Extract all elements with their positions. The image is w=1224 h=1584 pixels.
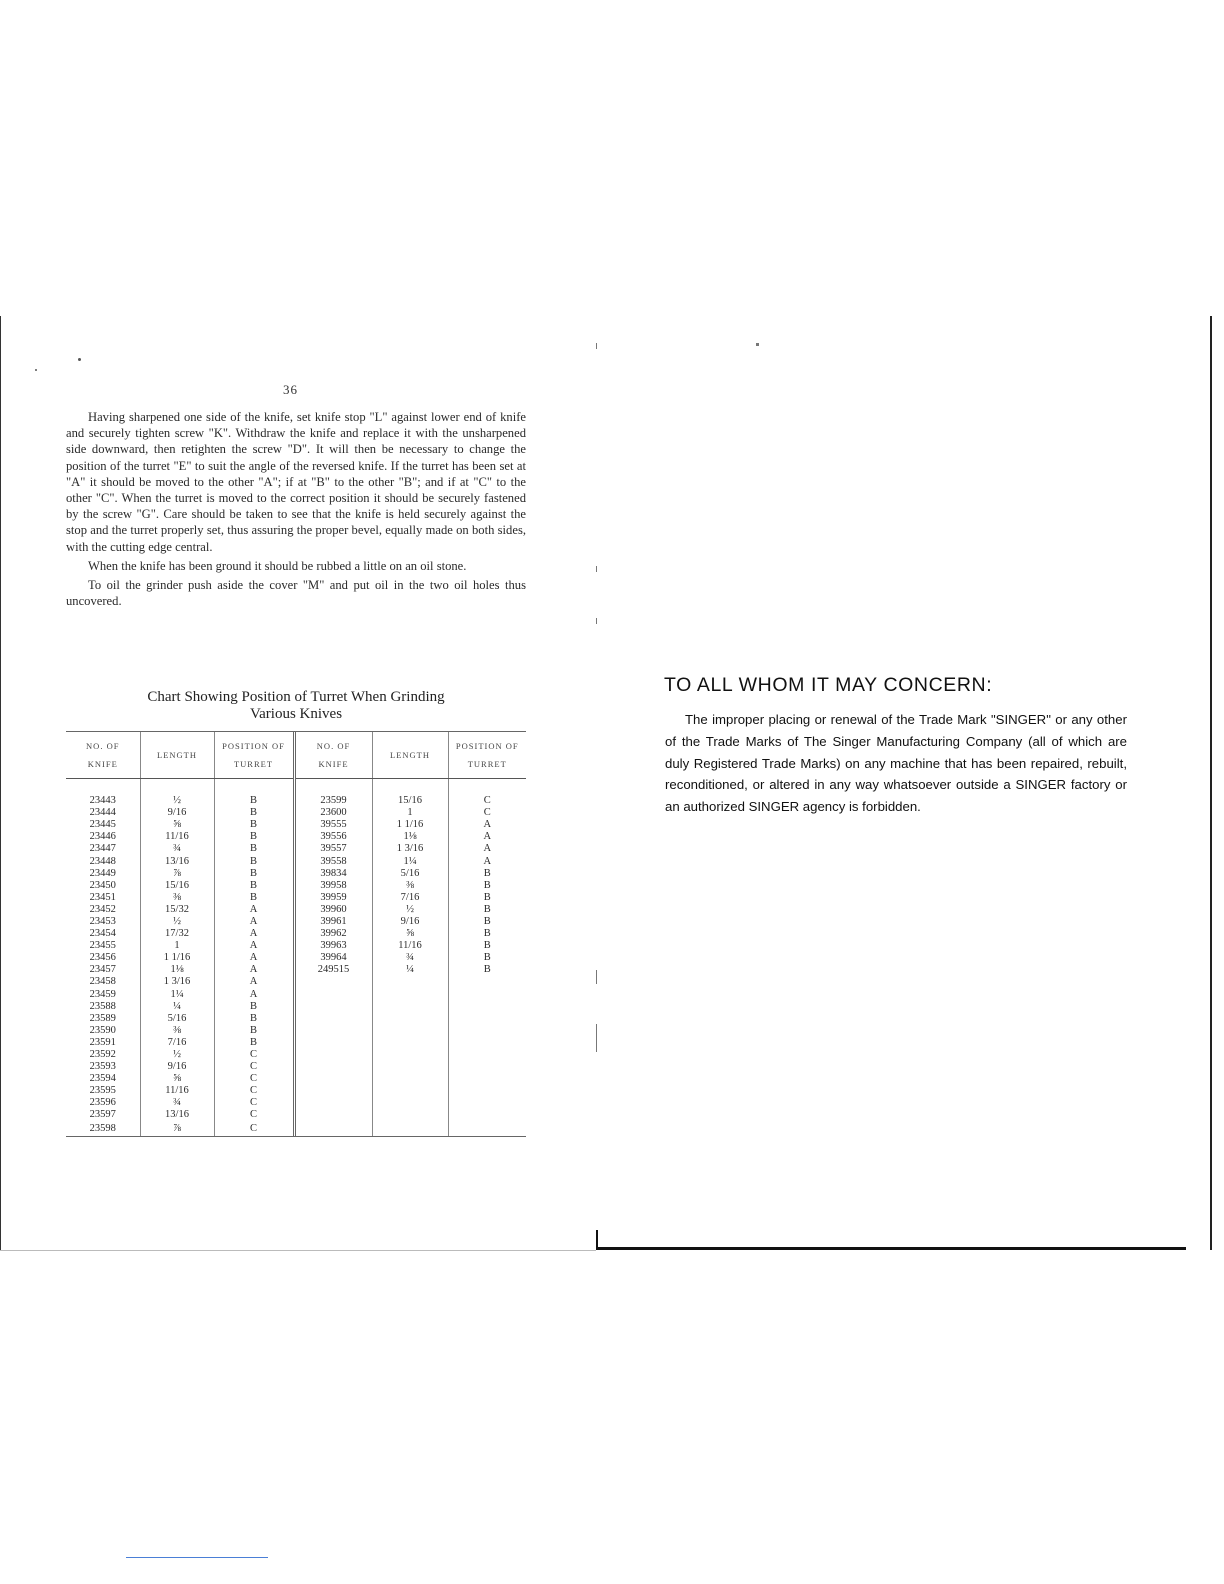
table-row xyxy=(66,964,526,976)
turret-position-cell: C xyxy=(214,1097,294,1109)
turret-position-cell: A xyxy=(214,976,294,988)
knife-number-cell: 23596 xyxy=(89,1097,116,1109)
length-cell: 1 3/16 xyxy=(372,843,448,855)
table-row xyxy=(66,916,526,928)
table-row xyxy=(66,819,526,831)
knife-number-cell: 23599 xyxy=(294,795,372,807)
table-row xyxy=(66,1097,526,1109)
length-cell xyxy=(372,1013,448,1025)
turret-position-cell: A xyxy=(214,964,294,976)
knife-number-cell: 23456 xyxy=(89,952,116,964)
length-cell xyxy=(372,1061,448,1073)
length-cell: 1¼ xyxy=(372,855,448,867)
knife-number-cell xyxy=(294,989,372,1001)
table-row xyxy=(66,807,526,819)
length-cell: ½ xyxy=(140,916,214,928)
turret-position-cell: A xyxy=(448,831,526,843)
knife-number-cell: 39557 xyxy=(294,843,372,855)
turret-position-cell: C xyxy=(448,795,526,807)
turret-position-cell xyxy=(448,1037,526,1049)
table-row xyxy=(66,1001,526,1013)
length-cell: 1 1/16 xyxy=(372,819,448,831)
length-cell: 13/16 xyxy=(140,1109,214,1121)
turret-position-cell: A xyxy=(214,952,294,964)
knife-number-cell: 39963 xyxy=(294,940,372,952)
table-row xyxy=(66,843,526,855)
header-position-of-turret: POSITION OF TURRET xyxy=(214,732,294,779)
knife-number-cell: 23597 xyxy=(89,1109,116,1121)
table-row xyxy=(66,1013,526,1025)
scan-tick xyxy=(756,343,759,346)
knife-number-cell xyxy=(294,1037,372,1049)
knife-number-cell: 39558 xyxy=(294,855,372,867)
length-cell: 1 1/16 xyxy=(140,952,214,964)
knife-number-cell: 23450 xyxy=(89,879,116,891)
knife-number-cell xyxy=(294,976,372,988)
scan-tick xyxy=(596,1024,597,1052)
length-cell: ⅞ xyxy=(140,1122,214,1136)
table-row xyxy=(66,892,526,904)
table-cell xyxy=(214,779,294,796)
header-position-of-turret: POSITION OF TURRET xyxy=(448,732,526,779)
page-bottom-edge-right xyxy=(596,1247,1186,1250)
length-cell: ⅜ xyxy=(372,880,448,892)
turret-position-cell xyxy=(448,1109,526,1121)
turret-position-cell: B xyxy=(448,880,526,892)
length-cell: 9/16 xyxy=(372,916,448,928)
knife-number-cell: 23451 xyxy=(89,891,116,903)
turret-position-cell xyxy=(448,1073,526,1085)
scan-tick xyxy=(596,566,597,572)
turret-position-cell xyxy=(448,976,526,988)
page-number: 36 xyxy=(283,382,298,397)
table-cell xyxy=(448,779,526,796)
length-cell: 11/16 xyxy=(140,831,214,843)
length-cell: 11/16 xyxy=(140,1085,214,1097)
turret-position-cell: B xyxy=(214,1013,294,1025)
table-row xyxy=(66,868,526,880)
length-cell xyxy=(372,1122,448,1136)
table-cell xyxy=(372,779,448,796)
turret-position-table xyxy=(66,731,526,1137)
length-cell xyxy=(372,1109,448,1121)
knife-number-cell: 23443 xyxy=(89,795,116,807)
length-cell xyxy=(372,1037,448,1049)
length-cell: ⅜ xyxy=(140,892,214,904)
turret-position-cell: C xyxy=(214,1085,294,1097)
length-cell: 9/16 xyxy=(140,807,214,819)
scan-edge-left xyxy=(0,316,1,1250)
turret-position-cell: B xyxy=(214,819,294,831)
knife-number-cell xyxy=(294,1085,372,1097)
scan-tick xyxy=(596,343,597,349)
turret-position-cell: C xyxy=(214,1049,294,1061)
length-cell: 13/16 xyxy=(140,855,214,867)
turret-position-cell: B xyxy=(448,964,526,976)
turret-position-cell: B xyxy=(214,795,294,807)
table-row xyxy=(66,1037,526,1049)
turret-position-cell: B xyxy=(214,843,294,855)
table-cell xyxy=(294,779,372,796)
knife-number-cell: 23447 xyxy=(89,843,116,855)
knife-number-cell: 23445 xyxy=(89,819,116,831)
length-cell: 1⅛ xyxy=(140,964,214,976)
turret-position-cell: C xyxy=(214,1109,294,1121)
turret-position-cell: B xyxy=(448,892,526,904)
turret-position-cell: A xyxy=(448,843,526,855)
turret-position-cell xyxy=(448,989,526,1001)
turret-position-cell: A xyxy=(214,989,294,1001)
turret-position-cell: B xyxy=(448,952,526,964)
knife-number-cell: 23453 xyxy=(89,915,116,927)
knife-number-cell: 39961 xyxy=(294,916,372,928)
table-row xyxy=(66,1109,526,1121)
knife-number-cell xyxy=(294,1122,372,1136)
length-cell: 15/16 xyxy=(372,795,448,807)
turret-position-cell: B xyxy=(214,1025,294,1037)
scan-edge-right xyxy=(1210,316,1212,1250)
knife-number-cell: 23448 xyxy=(89,855,116,867)
turret-position-cell: B xyxy=(448,916,526,928)
knife-number-cell: 23449 xyxy=(89,867,116,879)
table-row xyxy=(66,831,526,843)
turret-position-cell: A xyxy=(214,904,294,916)
length-cell: 15/16 xyxy=(140,880,214,892)
notice-paragraph: The improper placing or renewal of the Trade Mark "SINGER" or any other of the Trade Marks of The Singer Manufacturing Company (all of which are duly Registered Trade Marks) on any machine that has been repaired, rebuilt, reconditioned, or altered in any way whatsoever outside a SINGER factory or an authorized SINGER agency is forbidden. xyxy=(665,712,1127,815)
chart-title xyxy=(66,689,526,723)
knife-number-cell: 39962 xyxy=(294,928,372,940)
knife-number-cell: 23446 xyxy=(89,831,116,843)
knife-number-cell: 39555 xyxy=(294,819,372,831)
turret-position-cell: C xyxy=(214,1122,294,1136)
notice-body xyxy=(665,709,1127,818)
knife-number-cell: 23452 xyxy=(89,903,116,915)
length-cell xyxy=(372,1025,448,1037)
table-cell xyxy=(66,779,140,796)
turret-position-cell: A xyxy=(448,819,526,831)
length-cell: ¼ xyxy=(372,964,448,976)
length-cell: 1 xyxy=(372,807,448,819)
length-cell: 17/32 xyxy=(140,928,214,940)
header-length: LENGTH xyxy=(140,732,214,779)
length-cell: ¾ xyxy=(140,843,214,855)
length-cell: 1⅛ xyxy=(372,831,448,843)
turret-position-cell: B xyxy=(448,868,526,880)
knife-number-cell: 23591 xyxy=(89,1036,116,1048)
header-length: LENGTH xyxy=(372,732,448,779)
length-cell: ¼ xyxy=(140,1001,214,1013)
knife-number-cell xyxy=(294,1001,372,1013)
turret-position-cell xyxy=(448,1061,526,1073)
table-row xyxy=(66,1122,526,1136)
turret-position-cell: A xyxy=(214,928,294,940)
length-cell xyxy=(372,1073,448,1085)
knife-number-cell: 23457 xyxy=(89,964,116,976)
turret-position-cell xyxy=(448,1097,526,1109)
length-cell: ⅝ xyxy=(140,819,214,831)
table-row xyxy=(66,1073,526,1085)
knife-number-cell: 23598 xyxy=(89,1122,116,1134)
knife-number-cell: 39556 xyxy=(294,831,372,843)
knife-number-cell: 39964 xyxy=(294,952,372,964)
paragraph: To oil the grinder push aside the cover "M" and put oil in the two oil holes thus uncovered. xyxy=(66,578,526,609)
header-no-of-knife: NO. OF KNIFE xyxy=(66,732,140,779)
turret-position-cell: B xyxy=(214,880,294,892)
turret-position-cell: C xyxy=(214,1073,294,1085)
center-fold-mark xyxy=(596,1230,598,1250)
turret-position-cell: C xyxy=(214,1061,294,1073)
instruction-text xyxy=(66,409,526,609)
length-cell xyxy=(372,1049,448,1061)
knife-number-cell xyxy=(294,1025,372,1037)
knife-number-cell xyxy=(294,1013,372,1025)
length-cell: 5/16 xyxy=(372,868,448,880)
blue-underline-artifact xyxy=(126,1557,268,1558)
length-cell: 5/16 xyxy=(140,1013,214,1025)
table-row xyxy=(66,940,526,952)
length-cell: 7/16 xyxy=(140,1037,214,1049)
length-cell: 1 3/16 xyxy=(140,976,214,988)
knife-number-cell: 39958 xyxy=(294,880,372,892)
knife-number-cell: 23459 xyxy=(89,988,116,1000)
notice-heading: TO ALL WHOM IT MAY CONCERN: xyxy=(664,674,993,696)
table-row xyxy=(66,1025,526,1037)
table-row xyxy=(66,1061,526,1073)
length-cell xyxy=(372,976,448,988)
knife-number-cell: 23594 xyxy=(89,1073,116,1085)
turret-position-cell: A xyxy=(214,916,294,928)
knife-number-cell xyxy=(294,1073,372,1085)
knife-number-cell xyxy=(294,1109,372,1121)
knife-number-cell: 23444 xyxy=(89,807,116,819)
table-row xyxy=(66,976,526,988)
knife-number-cell xyxy=(294,1097,372,1109)
table-row xyxy=(66,989,526,1001)
length-cell: 1 xyxy=(140,940,214,952)
length-cell: 7/16 xyxy=(372,892,448,904)
turret-position-cell: A xyxy=(214,940,294,952)
knife-number-cell: 23593 xyxy=(89,1061,116,1073)
length-cell: ⅝ xyxy=(140,1073,214,1085)
turret-position-cell: A xyxy=(448,855,526,867)
turret-position-cell: B xyxy=(214,868,294,880)
length-cell: 1¼ xyxy=(140,989,214,1001)
table-row xyxy=(66,904,526,916)
paragraph: Having sharpened one side of the knife, set knife stop "L" against lower end of knife and securely tighten screw "K". Withdraw the knife and replace it with the unsharpened side downward, then retighten the screw "D". It will then be necessary to change the position of the turret "E" to suit the angle of the reversed knife. If the turret has been set at "A" it should be moved to the other "A"; if at "B" to the other "B"; and if at "C" to the other "C". When the turret is moved to the correct position it should be securely fastened by the screw "G". Care should be taken to see that the knife is held securely against the stop and the turret properly set, thus assuring the proper bevel, equally made on both sides, with the cutting edge central. xyxy=(66,410,526,554)
turret-position-cell xyxy=(448,1049,526,1061)
turret-position-cell: C xyxy=(448,807,526,819)
knife-number-cell: 23589 xyxy=(89,1012,116,1024)
table-row xyxy=(66,795,526,807)
knife-number-cell xyxy=(294,1049,372,1061)
turret-position-cell: B xyxy=(214,807,294,819)
length-cell: ½ xyxy=(372,904,448,916)
knife-number-cell: 23588 xyxy=(89,1000,116,1012)
table-row xyxy=(66,880,526,892)
knife-number-cell: 39960 xyxy=(294,904,372,916)
length-cell: ½ xyxy=(140,795,214,807)
length-cell: ⅞ xyxy=(140,868,214,880)
length-cell xyxy=(372,1097,448,1109)
knife-number-cell: 23590 xyxy=(89,1024,116,1036)
turret-position-cell: B xyxy=(448,904,526,916)
table-cell xyxy=(140,779,214,796)
scan-tick xyxy=(596,618,597,624)
table-row xyxy=(66,855,526,867)
turret-position-cell: B xyxy=(214,831,294,843)
turret-position-cell xyxy=(448,1001,526,1013)
scan-speck xyxy=(78,358,81,361)
table-spacer-row xyxy=(66,779,526,796)
knife-number-cell: 23595 xyxy=(89,1085,116,1097)
turret-position-cell: B xyxy=(214,1037,294,1049)
length-cell: 15/32 xyxy=(140,904,214,916)
scan-speck xyxy=(35,369,37,371)
turret-position-cell xyxy=(448,1025,526,1037)
knife-number-cell xyxy=(294,1061,372,1073)
length-cell xyxy=(372,1001,448,1013)
turret-position-cell: B xyxy=(448,940,526,952)
length-cell: ½ xyxy=(140,1049,214,1061)
turret-position-cell: B xyxy=(448,928,526,940)
knife-number-cell: 249515 xyxy=(294,964,372,976)
knife-number-cell: 23458 xyxy=(89,976,116,988)
knife-number-cell: 39959 xyxy=(294,892,372,904)
table-header-row xyxy=(66,732,526,779)
turret-position-cell: B xyxy=(214,1001,294,1013)
turret-position-cell xyxy=(448,1085,526,1097)
length-cell: ¾ xyxy=(372,952,448,964)
turret-position-cell xyxy=(448,1122,526,1136)
knife-number-cell: 39834 xyxy=(294,868,372,880)
chart-title-line: Various Knives xyxy=(249,706,343,722)
knife-number-cell: 23455 xyxy=(89,940,116,952)
length-cell xyxy=(372,1085,448,1097)
knife-number-cell: 23600 xyxy=(294,807,372,819)
table-row xyxy=(66,1085,526,1097)
table-row xyxy=(66,928,526,940)
page-bottom-edge-left xyxy=(0,1250,596,1251)
knife-number-cell: 23592 xyxy=(89,1049,116,1061)
length-cell: ⅝ xyxy=(372,928,448,940)
chart-title-line: Chart Showing Position of Turret When Grinding xyxy=(147,689,445,705)
table-row xyxy=(66,1049,526,1061)
length-cell xyxy=(372,989,448,1001)
knife-number-cell: 23454 xyxy=(89,928,116,940)
length-cell: 9/16 xyxy=(140,1061,214,1073)
length-cell: 11/16 xyxy=(372,940,448,952)
header-no-of-knife: NO. OF KNIFE xyxy=(294,732,372,779)
turret-position-cell: B xyxy=(214,855,294,867)
length-cell: ¾ xyxy=(140,1097,214,1109)
table-row xyxy=(66,952,526,964)
length-cell: ⅜ xyxy=(140,1025,214,1037)
scan-tick xyxy=(596,970,597,984)
turret-position-cell: B xyxy=(214,892,294,904)
paragraph: When the knife has been ground it should be rubbed a little on an oil stone. xyxy=(88,558,467,573)
turret-position-cell xyxy=(448,1013,526,1025)
